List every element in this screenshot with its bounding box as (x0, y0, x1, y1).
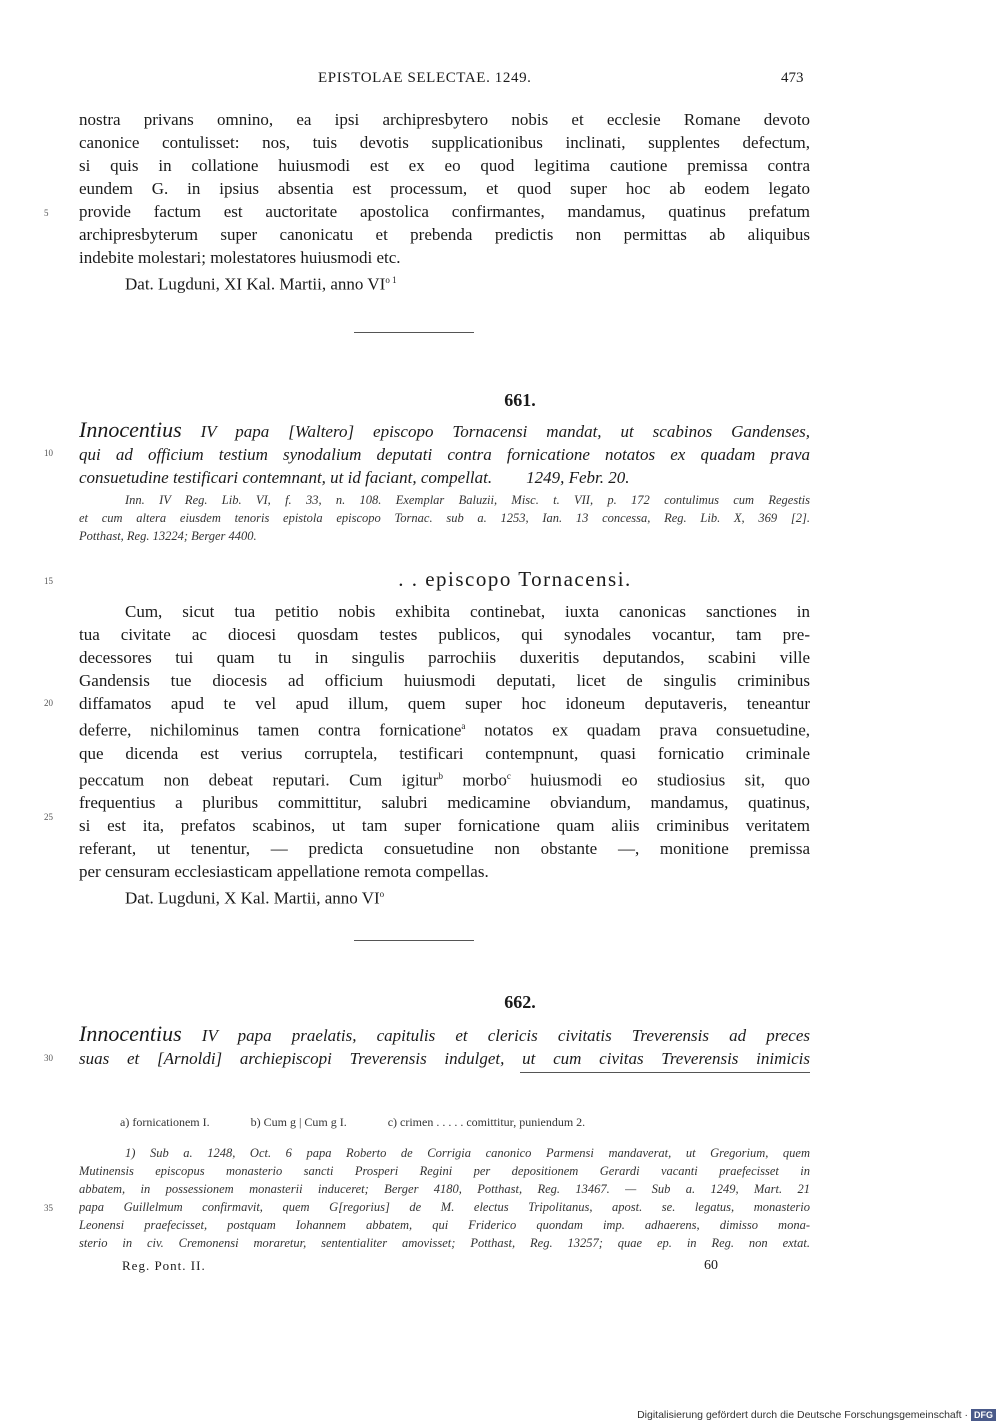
text-line: frequentius a pluribus committitur, salubri medicamine obviandum, mandamus, quatinus, (79, 793, 810, 813)
line-number: 35 (44, 1203, 53, 1213)
intro-paragraph (79, 108, 810, 296)
text-line: referant, ut tenentur, — predicta consuetudine non obstante —, monitione premissa (79, 839, 810, 859)
page-number: 473 (781, 70, 804, 86)
footnote-line: papa Guillelmum confirmavit, quem G[regorius] de M. electus Tripolitanus, apost. se. legatus, monasterio (79, 1200, 810, 1214)
footnote (79, 1144, 810, 1252)
text-line: decessores tui quam tu in singulis parrochiis duxeritis deputandos, scabini ville (79, 648, 810, 667)
text-line: per censuram ecclesiasticam appellatione remota compellas. (79, 862, 489, 882)
addressee: . . episcopo Tornacensi. (398, 567, 632, 591)
line-number: 15 (44, 576, 53, 586)
footnote-line: Mutinensis episcopus monasterio sancti Prosperi Regini per depositionem Gerardi vacanti praefecisset in (79, 1164, 810, 1178)
apparatus-note: c) crimen . . . . . comittitur, puniendum 2. (387, 1115, 586, 1129)
summary-initial-word: Innocentius (79, 1022, 182, 1046)
summary-initial-word: Innocentius (79, 418, 182, 442)
line-number: 25 (44, 812, 53, 822)
source-line: Potthast, Reg. 13224; Berger 4400. (79, 529, 257, 543)
apparatus-note: a) fornicationem I. (120, 1115, 210, 1129)
text-line: eundem G. in ipsius absentia est processum, et quod super hoc ab eodem legato (79, 179, 810, 198)
note-marker: b (438, 770, 443, 781)
footnote-line: Leonensi praefecisset, postquam Iohannem abbatem, qui Friderico quondam imp. adhaerens, dimisso mona- (79, 1218, 810, 1232)
text-line: nostra privans omnino, ea ipsi archipresbytero nobis et ecclesie Romane devoto (79, 110, 810, 129)
footnote-line: abbatem, in possessionem monasterii induceret; Berger 4180, Potthast, Reg. 13467. — Sub a. 1249, Mart. 21 (79, 1182, 810, 1196)
note-marker: c (506, 770, 511, 781)
text-line (79, 715, 810, 742)
summary-line: suas et [Arnoldi] archiepiscopi Treverensis indulget, ut cum civitas Treverensis inimicis (79, 1049, 810, 1068)
line-number: 20 (44, 698, 53, 708)
source-line: Inn. IV Reg. Lib. VI, f. 33, n. 108. Exemplar Baluzii, Misc. t. VII, p. 172 contulimus cum Regestis (125, 493, 810, 507)
dating-line (79, 269, 810, 296)
text-line: que dicenda est verius corruptela, testificari contempnunt, quasi fornicatio criminale (79, 743, 810, 763)
line-number: 10 (44, 448, 53, 458)
text-line: provide factum est auctoritate apostolica confirmantes, mandamus, quatinus prefatum (79, 202, 810, 221)
text-line: indebite molestari; molestatores huiusmodi etc. (79, 248, 401, 267)
document-number: 662. (504, 992, 536, 1012)
summary-662 (79, 1022, 810, 1070)
dating-sup: o 1 (385, 275, 397, 285)
digitization-credit (637, 1409, 996, 1421)
critical-apparatus (120, 1115, 623, 1130)
gathering-number: 60 (704, 1258, 718, 1273)
line-number: 30 (44, 1053, 53, 1063)
apparatus-note: b) Cum g | Cum g I. (250, 1115, 347, 1129)
dating-text: Dat. Lugduni, XI Kal. Martii, anno VI (125, 274, 386, 294)
text-line (79, 765, 810, 792)
line-number: 5 (44, 208, 49, 218)
body-661 (79, 600, 810, 910)
text-line: canonice contulisset: nos, tuis devotis supplicationibus inclinati, supplentes defectum, (79, 133, 810, 152)
section-divider (354, 332, 474, 333)
text-line: Gandensis tue diocesis ad officium huiusmodi deputati, licet de singulis criminibus (79, 671, 810, 690)
text-line: archipresbyterum super canonicatu et prebenda predictis non permittas ab aliquibus (79, 225, 810, 244)
note-marker: a (461, 721, 466, 731)
dating-sup: o (379, 889, 385, 900)
section-divider (354, 940, 474, 941)
dating-line (79, 883, 810, 910)
text-segment: morbo (442, 770, 507, 790)
summary-661 (79, 418, 810, 489)
source-line: et cum altera eiusdem tenoris epistola episcopo Tornac. sub a. 1253, Ian. 13 concessa, Reg. Lib. X, 369 [2]. (79, 511, 810, 525)
dating-text: Dat. Lugduni, X Kal. Martii, anno VI (125, 888, 380, 908)
summary-line: Innocentius IV papa [Waltero] episcopo Tornacensi mandat, ut scabinos Gandenses, (79, 418, 810, 442)
text-segment: peccatum non debeat reputari. Cum igitur (79, 770, 439, 790)
footnote-line: sterio in civ. Cremonensi moraretur, sententialiter amovisset; Potthast, Reg. 13257; quae ep. in Reg. non extat. (79, 1236, 810, 1250)
text-line: si est ita, prefatos scabinos, ut tam super fornicatione quam aliis criminibus veritatem (79, 816, 810, 836)
summary-line: qui ad officium testium synodalium deputati contra fornicatione notatos ex quadam prava (79, 445, 810, 464)
source-note-661 (79, 491, 810, 545)
credit-text: Digitalisierung gefördert durch die Deutsche Forschungsgemeinschaft · (637, 1409, 968, 1421)
text-line: tua civitate ac diocesi quosdam testes publicos, qui synodales vocantur, tam pre- (79, 625, 810, 644)
running-title: EPISTOLAE SELECTAE. 1249. (318, 70, 532, 86)
signature-mark: Reg. Pont. II. (122, 1258, 206, 1273)
summary-line: Innocentius IV papa praelatis, capitulis et clericis civitatis Treverensis ad preces (79, 1022, 810, 1046)
text-line: Cum, sicut tua petitio nobis exhibita continebat, iuxta canonicas sanctiones in (125, 602, 810, 621)
text-line: si quis in collatione huiusmodi est ex eo quod legitima cautione premissa contra (79, 156, 810, 175)
running-header (0, 70, 1000, 94)
text-segment: notatos ex quadam prava consuetudine, (465, 720, 810, 740)
footnote-line: 1) Sub a. 1248, Oct. 6 papa Roberto de Corrigia canonico Parmensi mandaverat, ut Gregorium, quem (125, 1146, 810, 1160)
text-line: diffamatos apud te vel apud illum, quem super hoc idoneum deputaveris, teneantur (79, 694, 810, 713)
document-number: 661. (504, 390, 536, 410)
apparatus-rule (520, 1072, 810, 1073)
text-segment: deferre, nichilominus tamen contra fornicatione (79, 720, 462, 740)
text-segment: huiusmodi eo studiosius sit, quo (510, 770, 810, 790)
dfg-logo: DFG (971, 1409, 996, 1421)
summary-line: consuetudine testificari contemnant, ut id faciant, compellat. 1249, Febr. 20. (79, 468, 630, 487)
